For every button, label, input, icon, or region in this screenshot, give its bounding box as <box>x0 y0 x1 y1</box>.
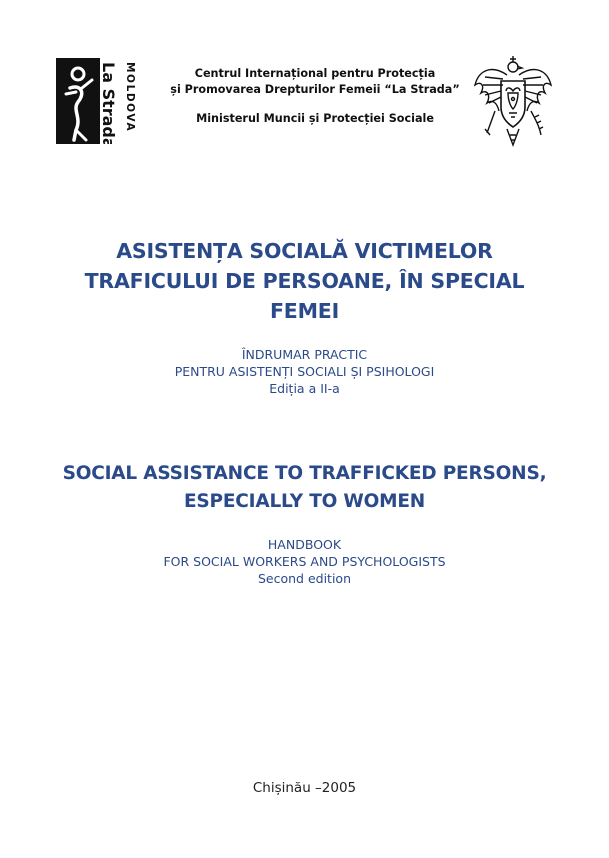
romanian-subtitle <box>40 346 569 397</box>
romanian-subtitle-line: ÎNDRUMAR PRACTIC <box>241 347 368 362</box>
romanian-title-line: ASISTENȚA SOCIALĂ VICTIMELOR <box>116 239 493 263</box>
romanian-title <box>40 236 569 326</box>
la-strada-logo-icon <box>56 58 140 144</box>
romanian-title-line: TRAFICULUI DE PERSOANE, ÎN SPECIAL <box>84 269 525 293</box>
romanian-edition: Ediția a II-a <box>269 381 340 396</box>
org-name-line-1: Centrul Internațional pentru Protecția <box>194 67 436 80</box>
romanian-title-line: FEMEI <box>269 299 340 323</box>
org-name-line-2: și Promovarea Drepturilor Femeii “La Strada” <box>170 83 460 96</box>
logo-country-text: MOLDOVA <box>124 62 136 133</box>
english-edition: Second edition <box>257 571 352 586</box>
english-subtitle <box>40 536 569 587</box>
la-strada-logo <box>56 58 140 144</box>
english-title <box>30 460 579 516</box>
english-subtitle-line: HANDBOOK <box>267 537 342 552</box>
logo-brand-text: La Strada <box>99 62 118 144</box>
moldova-coat-of-arms-icon <box>473 55 553 147</box>
place-and-year: Chișinău –2005 <box>252 780 357 796</box>
ministry-name: Ministerul Muncii și Protecției Sociale <box>196 112 434 125</box>
english-title-line: ESPECIALLY TO WOMEN <box>183 491 426 512</box>
header-organizations <box>160 66 470 127</box>
romanian-subtitle-line: PENTRU ASISTENȚI SOCIALI ȘI PSIHOLOGI <box>174 364 435 379</box>
english-title-line: SOCIAL ASSISTANCE TO TRAFFICKED PERSONS, <box>62 463 547 484</box>
english-subtitle-line: FOR SOCIAL WORKERS AND PSYCHOLOGISTS <box>163 554 446 569</box>
